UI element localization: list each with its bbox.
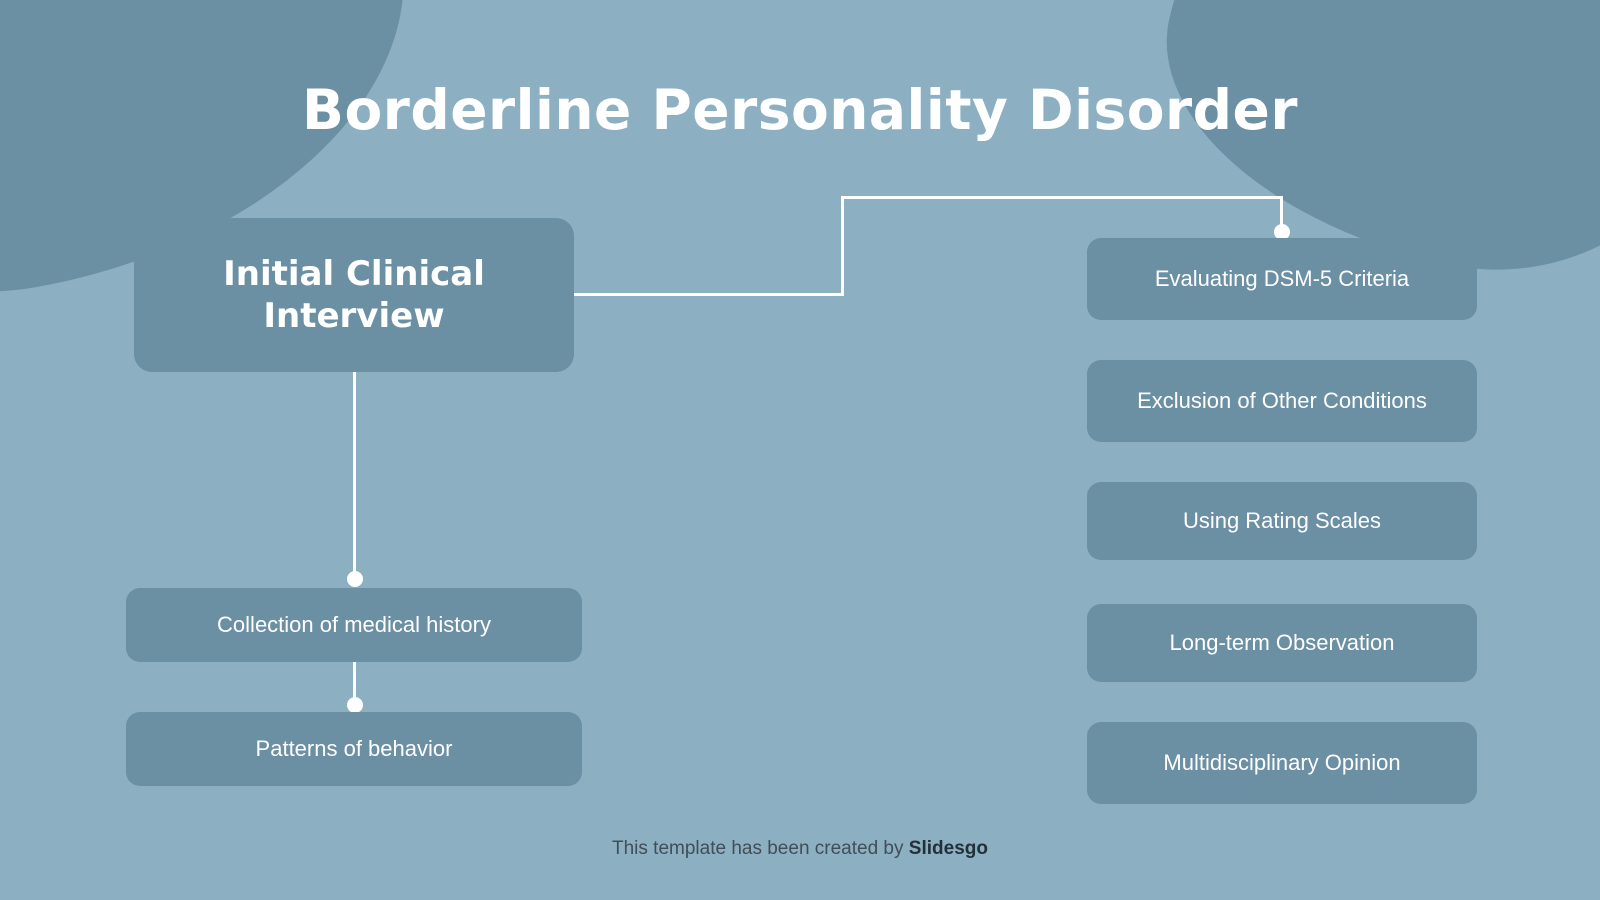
node-long-term-observation[interactable]: Long-term Observation (1087, 604, 1477, 682)
connector-right-top (841, 196, 1283, 199)
connector-main-to-history (353, 372, 356, 578)
node-multidisciplinary-opinion[interactable]: Multidisciplinary Opinion (1087, 722, 1477, 804)
node-initial-clinical-interview[interactable]: Initial Clinical Interview (134, 218, 574, 372)
decorative-dot-large (1240, 18, 1266, 62)
connector-endpoint-dot-history (347, 571, 363, 587)
node-patterns-of-behavior[interactable]: Patterns of behavior (126, 712, 582, 786)
footer-brand[interactable]: Slidesgo (908, 838, 988, 859)
node-exclusion-of-other-conditions[interactable]: Exclusion of Other Conditions (1087, 360, 1477, 442)
footer-credit-text: This template has been created by (612, 838, 909, 859)
connector-main-to-right (574, 293, 844, 296)
connector-endpoint-dot-patterns (347, 697, 363, 713)
footer-credit (0, 838, 1600, 860)
node-using-rating-scales[interactable]: Using Rating Scales (1087, 482, 1477, 560)
node-evaluating-dsm5-criteria[interactable]: Evaluating DSM-5 Criteria (1087, 238, 1477, 320)
node-collection-of-medical-history[interactable]: Collection of medical history (126, 588, 582, 662)
connector-right-riser (841, 196, 844, 296)
slide-title: Borderline Personality Disorder (302, 78, 1298, 142)
